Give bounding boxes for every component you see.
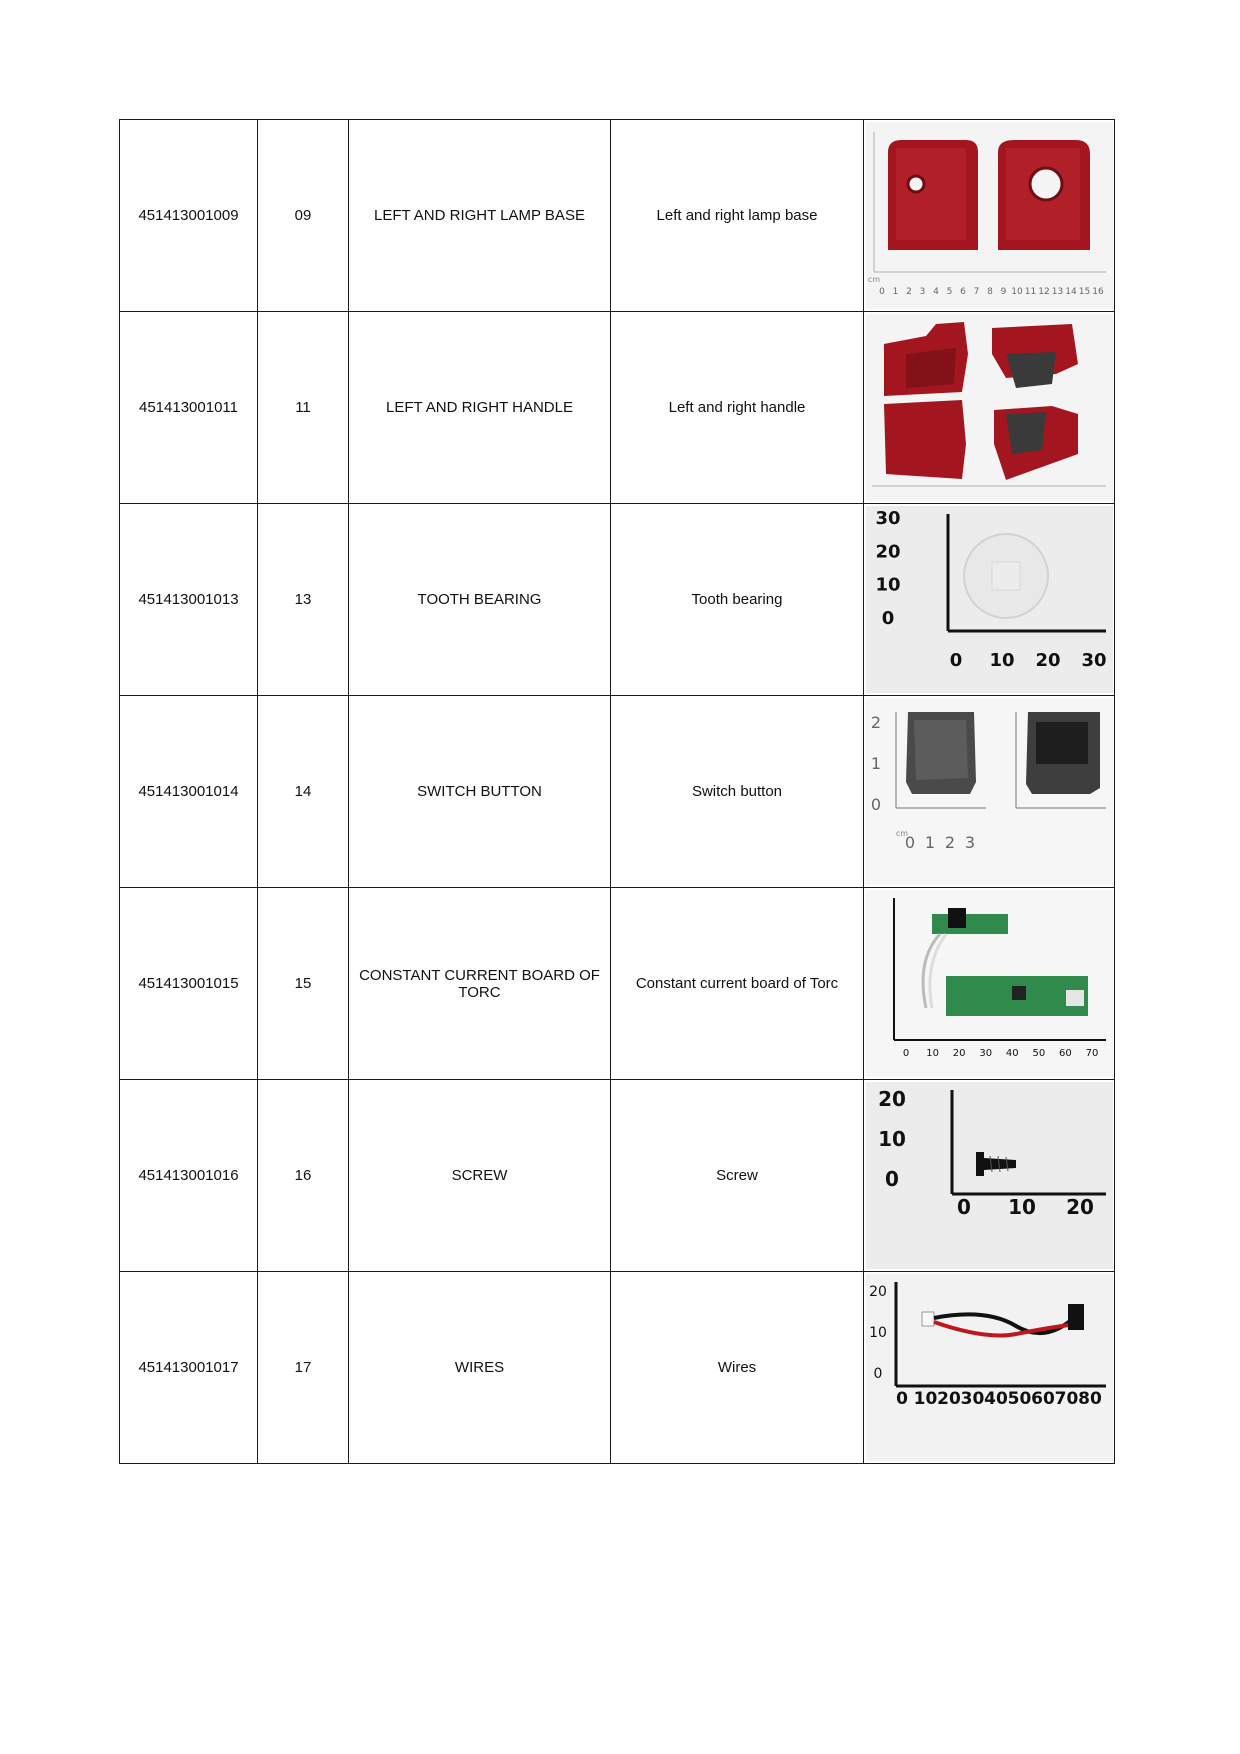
part-photo-cell xyxy=(864,120,1115,312)
scale-tick-label: 10 xyxy=(925,1048,939,1059)
scale-tick-label: 20 xyxy=(874,541,901,563)
position-number: 13 xyxy=(258,504,349,696)
scale-tick-label: 6 xyxy=(959,287,966,297)
scale-tick-label: 1 xyxy=(924,833,935,852)
part-number: 451413001016 xyxy=(120,1080,258,1272)
position-number: 15 xyxy=(258,888,349,1080)
scale-tick-label: 60 xyxy=(1058,1048,1072,1059)
scale-tick-label: 10 xyxy=(877,1127,906,1151)
scale-tick-label: 10 xyxy=(868,1325,887,1341)
scale-tick-label: 7 xyxy=(973,287,979,297)
scale-tick-label: 2 xyxy=(870,713,881,732)
table-row xyxy=(120,312,1115,504)
part-number: 451413001015 xyxy=(120,888,258,1080)
scale-tick-label: 5 xyxy=(946,287,952,297)
part-name-upper: SCREW xyxy=(349,1080,611,1272)
scale-tick-label: cm xyxy=(895,829,908,838)
scale-tick-label: 60 xyxy=(1030,1389,1055,1409)
scale-tick-label: 0 xyxy=(949,650,962,671)
scale-tick-label: 20 xyxy=(952,1048,966,1059)
part-name-upper: LEFT AND RIGHT HANDLE xyxy=(349,312,611,504)
part-photo-cell xyxy=(864,1272,1115,1464)
scale-tick-label: 0 xyxy=(895,1389,908,1409)
part-number: 451413001013 xyxy=(120,504,258,696)
position-number: 17 xyxy=(258,1272,349,1464)
scale-tick-label: 4 xyxy=(932,287,939,297)
scale-tick-label: 0 xyxy=(904,833,915,852)
scale-tick-label: 8 xyxy=(986,287,993,297)
part-name-upper: TOOTH BEARING xyxy=(349,504,611,696)
scale-tick-label: 70 xyxy=(1085,1048,1098,1059)
scale-tick-label: 0 xyxy=(956,1195,971,1219)
wires-photo xyxy=(866,1274,1113,1461)
table-row xyxy=(120,1272,1115,1464)
scale-tick-label: 12 xyxy=(1037,287,1050,297)
scale-tick-label: 0 xyxy=(870,795,881,814)
position-number: 16 xyxy=(258,1080,349,1272)
switch-button-photo xyxy=(866,698,1113,885)
lamp-base-photo xyxy=(866,122,1113,309)
part-name: Tooth bearing xyxy=(611,504,864,696)
scale-tick-label: 30 xyxy=(874,508,901,529)
scale-tick-label: 30 xyxy=(978,1048,992,1059)
part-name: Screw xyxy=(611,1080,864,1272)
scale-tick-label: 9 xyxy=(1000,287,1006,297)
part-number: 451413001009 xyxy=(120,120,258,312)
scale-tick-label: 50 xyxy=(1031,1048,1045,1059)
scale-tick-label: 10 xyxy=(988,650,1015,671)
scale-tick-label: 10 xyxy=(1010,287,1023,297)
part-photo-cell xyxy=(864,888,1115,1080)
scale-tick-label: 14 xyxy=(1064,287,1077,297)
table-row xyxy=(120,1080,1115,1272)
scale-tick-label: 80 xyxy=(1077,1389,1102,1409)
scale-tick-label: 10 xyxy=(874,574,901,596)
scale-tick-label: 10 xyxy=(1007,1195,1036,1219)
part-name-upper: WIRES xyxy=(349,1272,611,1464)
scale-tick-label: 40 xyxy=(983,1389,1008,1409)
scale-tick-label: 15 xyxy=(1078,287,1090,297)
scale-tick-label: 10 xyxy=(913,1389,937,1409)
scale-tick-label: 20 xyxy=(1065,1195,1094,1219)
scale-tick-label: 30 xyxy=(960,1389,984,1409)
part-name: Constant current board of Torc xyxy=(611,888,864,1080)
position-number: 09 xyxy=(258,120,349,312)
part-photo-cell xyxy=(864,1080,1115,1272)
part-name-upper: CONSTANT CURRENT BOARD OF TORC xyxy=(349,888,611,1080)
scale-tick-label: 16 xyxy=(1091,287,1104,297)
scale-tick-label: 70 xyxy=(1054,1389,1078,1409)
scale-tick-label: 2 xyxy=(905,287,912,297)
part-number: 451413001014 xyxy=(120,696,258,888)
part-number: 451413001011 xyxy=(120,312,258,504)
spare-parts-table xyxy=(119,119,1115,1464)
part-photo-cell xyxy=(864,504,1115,696)
scale-tick-label: 0 xyxy=(878,287,885,297)
scale-tick-label: 1 xyxy=(892,287,898,297)
circuit-board-photo xyxy=(866,890,1113,1077)
part-name-upper: LEFT AND RIGHT LAMP BASE xyxy=(349,120,611,312)
scale-tick-label: 20 xyxy=(868,1284,887,1300)
table-row xyxy=(120,120,1115,312)
part-photo-cell xyxy=(864,696,1115,888)
scale-tick-label: 1 xyxy=(870,754,881,773)
scale-tick-label: 50 xyxy=(1007,1389,1031,1409)
handle-photo xyxy=(866,314,1113,501)
scale-tick-label: 3 xyxy=(919,287,925,297)
table-row xyxy=(120,504,1115,696)
table-row xyxy=(120,888,1115,1080)
scale-tick-label: cm xyxy=(867,275,880,284)
screw-photo xyxy=(866,1082,1113,1269)
scale-tick-label: 0 xyxy=(881,608,894,629)
scale-tick-label: 3 xyxy=(964,833,975,852)
part-name: Wires xyxy=(611,1272,864,1464)
scale-tick-label: 0 xyxy=(873,1366,882,1382)
part-photo-cell xyxy=(864,312,1115,504)
position-number: 14 xyxy=(258,696,349,888)
position-number: 11 xyxy=(258,312,349,504)
scale-tick-label: 20 xyxy=(936,1389,961,1409)
scale-tick-label: 30 xyxy=(1080,650,1107,671)
scale-tick-label: 13 xyxy=(1051,287,1063,297)
tooth-bearing-photo xyxy=(866,506,1113,693)
part-number: 451413001017 xyxy=(120,1272,258,1464)
part-name-upper: SWITCH BUTTON xyxy=(349,696,611,888)
scale-tick-label: 0 xyxy=(884,1167,899,1191)
part-name: Switch button xyxy=(611,696,864,888)
table-row xyxy=(120,696,1115,888)
scale-tick-label: 0 xyxy=(902,1048,909,1059)
part-name: Left and right lamp base xyxy=(611,120,864,312)
scale-tick-label: 20 xyxy=(1034,650,1061,671)
part-name: Left and right handle xyxy=(611,312,864,504)
scale-tick-label: 20 xyxy=(877,1087,906,1111)
scale-tick-label: 11 xyxy=(1024,287,1036,297)
scale-tick-label: 2 xyxy=(944,833,955,852)
scale-tick-label: 40 xyxy=(1005,1048,1019,1059)
